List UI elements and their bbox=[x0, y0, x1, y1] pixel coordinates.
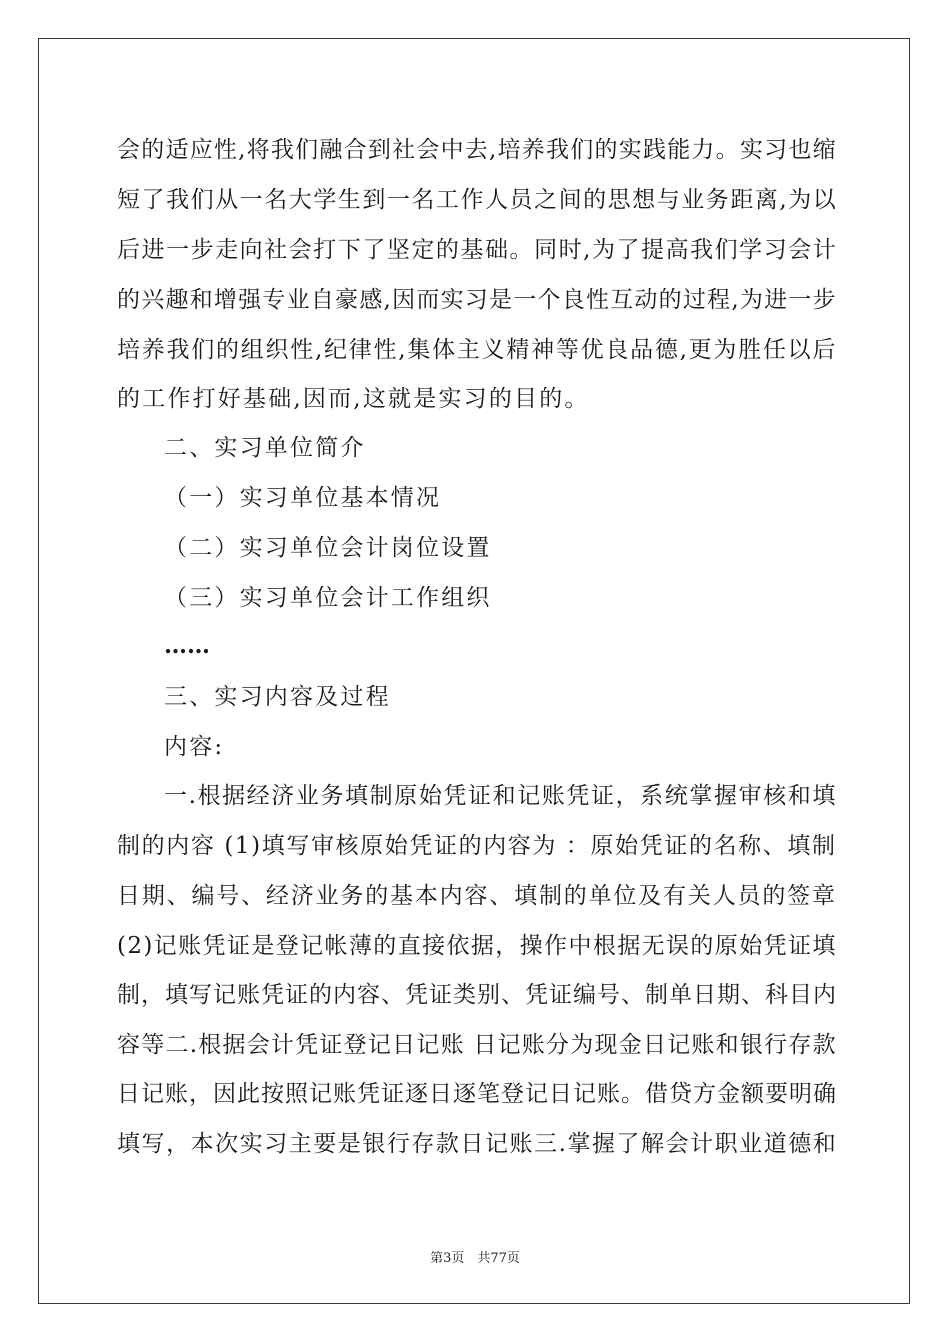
content-label: 内容: bbox=[164, 734, 225, 760]
section-heading: 三、实习内容及过程 bbox=[164, 684, 391, 710]
paragraph-line: 日记账，因此按照记账凭证逐日逐笔登记日记账。借贷方金额要明确 bbox=[117, 1081, 837, 1107]
section-heading: 二、实习单位简介 bbox=[164, 435, 366, 461]
page-border bbox=[38, 38, 910, 1304]
paragraph-line: 后进一步走向社会打下了坚定的基础。同时,为了提高我们学习会计 bbox=[117, 237, 838, 263]
paragraph-line: 短了我们从一名大学生到一名工作人员之间的思想与业务距离,为以 bbox=[117, 187, 838, 213]
paragraph-line: 的兴趣和增强专业自豪感,因而实习是一个良性互动的过程,为进一步 bbox=[117, 287, 837, 313]
paragraph-line: 培养我们的组织性,纪律性,集体主义精神等优良品德,更为胜任以后 bbox=[117, 337, 838, 363]
subsection-heading: （二）实习单位会计岗位设置 bbox=[164, 535, 492, 561]
ellipsis: …… bbox=[164, 632, 210, 659]
paragraph-line: (2)记账凭证是登记帐薄的直接依据，操作中根据无误的原始凭证填 bbox=[117, 933, 837, 959]
paragraph-line: 容等二.根据会计凭证登记日记账 日记账分为现金日记账和银行存款 bbox=[117, 1032, 837, 1058]
paragraph-line: 会的适应性,将我们融合到社会中去,培养我们的实践能力。实习也缩 bbox=[117, 137, 837, 163]
paragraph-line: 一.根据经济业务填制原始凭证和记账凭证，系统掌握审核和填 bbox=[164, 783, 837, 809]
paragraph-line: 制，填写记账凭证的内容、凭证类别、凭证编号、制单日期、科目内 bbox=[117, 982, 837, 1008]
paragraph-line: 的工作打好基础,因而,这就是实习的目的。 bbox=[117, 386, 590, 412]
page-footer: 第3页 共77页 bbox=[430, 1251, 520, 1266]
paragraph-line: 填写，本次实习主要是银行存款日记账三.掌握了解会计职业道德和 bbox=[117, 1131, 838, 1157]
paragraph-line: 日期、编号、经济业务的基本内容、填制的单位及有关人员的签章 bbox=[117, 883, 837, 909]
subsection-heading: （一）实习单位基本情况 bbox=[164, 485, 442, 511]
paragraph-line: 制的内容 (1)填写审核原始凭证的内容为 ：原始凭证的名称、填制 bbox=[117, 833, 837, 859]
subsection-heading: （三）实习单位会计工作组织 bbox=[164, 585, 492, 611]
